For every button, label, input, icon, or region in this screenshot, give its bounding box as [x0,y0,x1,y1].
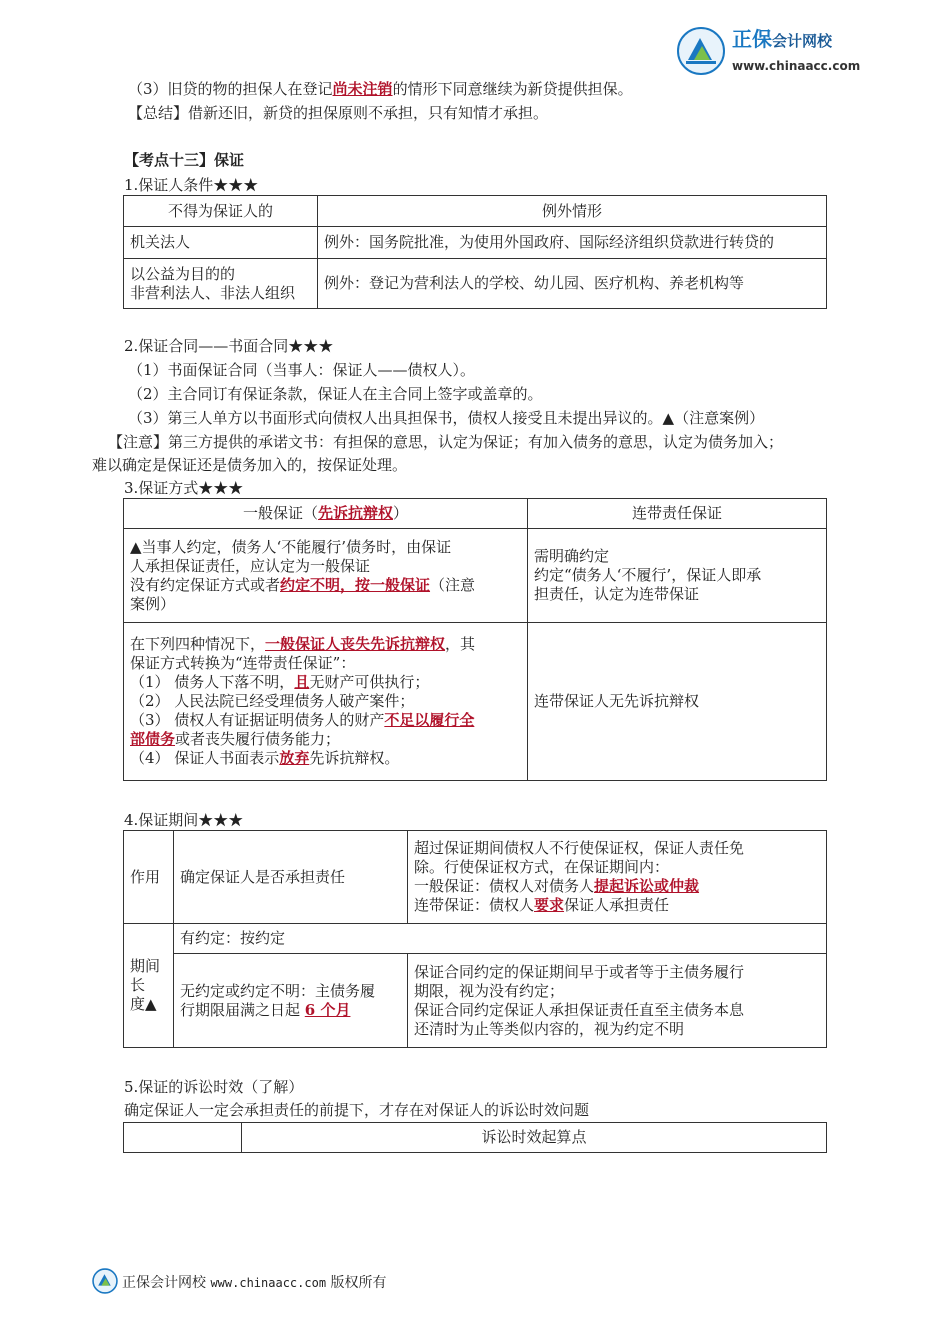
highlight-text: 放弃 [279,749,310,767]
guarantee-period-table [123,830,827,1048]
table-header: 不得为保证人的 [124,196,318,227]
logo-brand-name: 正保 [732,27,772,51]
section-title: 【考点十三】保证 [124,151,245,169]
cell-line: 除。行使保证权方式，在保证期间内： [414,858,670,876]
table-header [124,1123,242,1153]
intro-summary: 【总结】借新还旧，新贷的担保原则不承担，只有知情才承担。 [128,104,549,122]
text: 或者丧失履行债务能力； [175,730,341,748]
table-cell: 例外：国务院批准，为使用外国政府、国际经济组织贷款进行转贷的 [318,227,827,259]
table-cell: 例外：登记为营利法人的学校、幼儿园、医疗机构、养老机构等 [318,259,827,309]
note-line-2: 难以确定是保证还是债务加入的，按保证处理。 [92,456,408,474]
cell-line: 期限，视为没有约定； [414,981,565,1000]
text: 的情形下同意继续为新贷提供担保。 [392,80,633,98]
contract-line-3: （3）第三人单方以书面形式向债权人出具担保书，债权人接受且未提出异议的。▲（注意案例） [128,409,765,427]
text: （4） 保证人书面表示 [130,749,280,767]
cell-line: 非营利法人、非法人组织 [130,283,296,302]
text: （1） 债务人下落不明， [130,673,295,691]
table-cell: 有约定：按约定 [174,924,827,954]
cell-line: ▲当事人约定，债务人‘不能履行’债务时，由保证 [130,537,452,556]
text: 保证人承担责任 [564,896,670,914]
subsection-5-title: 5.保证的诉讼时效（了解） [124,1078,304,1096]
logo-emblem-icon [676,26,726,76]
highlight-text: 尚未注销 [332,80,393,98]
cell-line [130,673,521,692]
table-header: 连带责任保证 [528,499,827,529]
table-cell [124,259,318,309]
table-cell: 确定保证人是否承担责任 [174,831,408,924]
subsection-3-title: 3.保证方式★★★ [124,479,244,497]
cell-line: 度▲ [130,995,157,1013]
table-header: 诉讼时效起算点 [242,1123,827,1153]
intro-line-3 [128,80,633,99]
table-cell [124,529,528,623]
subsection-1-title: 1.保证人条件★★★ [124,176,259,194]
cell-line: 保证方式转换为“连带责任保证”： [130,654,356,672]
brand-logo [676,26,926,76]
highlight-text: 一般保证人丧失先诉抗辩权 [265,635,446,653]
highlight-text: 6 个月 [304,1000,351,1019]
subsection-5-desc: 确定保证人一定会承担责任的前提下，才存在对保证人的诉讼时效问题 [124,1101,590,1119]
text: （3）旧贷的物的担保人在登记 [128,80,333,98]
guarantee-modes-table [123,498,827,781]
logo-text [732,27,833,51]
table-cell: 作用 [124,831,174,924]
table-cell [528,529,827,623]
highlight-text: 部债务 [130,730,176,748]
cell-line: 超过保证期间债权人不行使保证权，保证人责任免 [414,839,745,857]
text: 没有约定保证方式或者 [130,575,281,594]
cell-line: 期间长 [130,957,161,994]
note-line-1: 【注意】第三方提供的承诺文书：有担保的意思，认定为保证；有加入债务的意思，认定为债务加入； [108,433,784,451]
table-cell [408,831,827,924]
text: 先诉抗辩权。 [309,749,400,767]
cell-line [414,896,820,915]
cell-line: （2） 人民法院已经受理债务人破产案件； [130,692,415,710]
cell-line [130,576,521,595]
text: 无财产可供执行； [309,673,430,691]
highlight-text: 要求 [534,896,565,914]
footer-rights: 版权所有 [330,1275,387,1291]
footer-name: 正保会计网校 [122,1275,206,1291]
text: （注意 [430,575,476,594]
cell-line [414,877,820,896]
table-cell [124,623,528,781]
table-cell [124,924,174,1048]
cell-line: 以公益为目的的 [130,264,236,283]
contract-line-1: （1）书面保证合同（当事人：保证人——债权人）。 [128,361,476,379]
guarantor-conditions-table [123,195,827,309]
cell-line: 还清时为止等类似内容的，视为约定不明 [414,1019,685,1038]
table-cell [174,954,408,1048]
footer-text [122,1274,387,1293]
contract-line-2: （2）主合同订有保证条款，保证人在主合同上签字或盖章的。 [128,385,543,403]
footer-url: www.chinaacc.com [210,1276,327,1290]
text: （3） 债权人有证据证明债务人的财产 [130,711,385,729]
text: 一般保证（ [242,504,318,522]
text: 在下列四种情况下， [130,635,266,653]
cell-line [130,635,521,654]
highlight-text: 先诉抗辩权 [317,504,393,522]
limitation-table [123,1122,827,1153]
subsection-2-title: 2.保证合同——书面合同★★★ [124,337,334,355]
cell-line: 人承担保证责任，应认定为一般保证 [130,556,371,575]
highlight-text: 提起诉讼或仲裁 [594,877,700,895]
text: 行期限届满之日起 [180,1000,305,1019]
table-cell: 连带保证人无先诉抗辩权 [528,623,827,781]
cell-line: 担责任，认定为连带保证 [534,585,700,603]
table-cell: 机关法人 [124,227,318,259]
text: 连带保证：债权人 [414,896,535,914]
cell-line: 需明确约定 [534,547,610,565]
text: ） [393,504,409,522]
cell-line: 约定“债务人‘不履行’，保证人即承 [534,566,762,584]
cell-line [130,711,521,730]
cell-line [130,730,521,749]
cell-line: 无约定或约定不明：主债务履 [180,981,376,1000]
cell-line: 保证合同约定保证人承担保证责任直至主债务本息 [414,1000,745,1019]
highlight-text: 约定不明，按一般保证 [280,575,431,594]
highlight-text: 且 [294,673,310,691]
table-header [124,499,528,529]
logo-url: www.chinaacc.com [732,59,861,73]
text: ，其 [445,635,476,653]
cell-line [130,749,521,768]
cell-line [180,1001,401,1020]
table-cell [408,954,827,1048]
highlight-text: 不足以履行全 [384,711,475,729]
logo-brand-sub: 会计网校 [772,32,833,50]
cell-line: 案例） [130,594,176,613]
cell-line: 保证合同约定的保证期间早于或者等于主债务履行 [414,962,745,981]
footer-logo-icon [92,1268,118,1294]
table-header: 例外情形 [318,196,827,227]
subsection-4-title: 4.保证期间★★★ [124,811,244,829]
text: 一般保证：债权人对债务人 [414,877,595,895]
